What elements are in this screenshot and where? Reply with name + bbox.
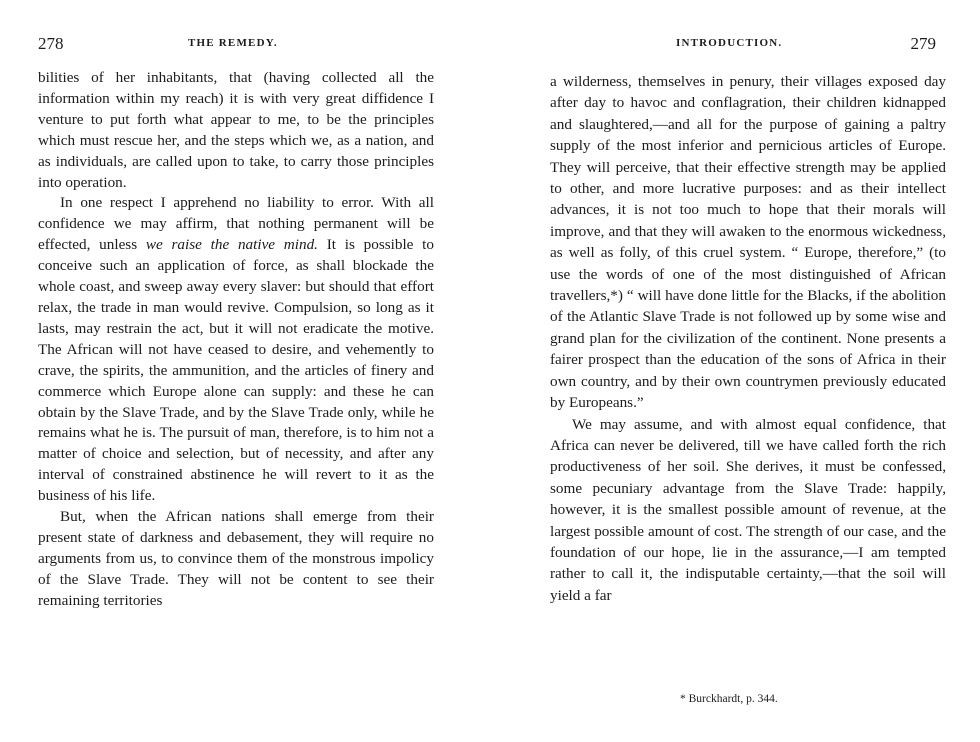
left-page-body	[38, 68, 434, 612]
left-page-number: 278	[38, 34, 64, 53]
left-page-header	[38, 34, 434, 56]
left-paragraph-2-part-1: In one respect I apprehend no liability to error. With all confidence we may affirm, that nothing permanent will be effected, unless	[38, 194, 434, 254]
left-page	[38, 0, 434, 742]
emphasis-raise-native-mind: we raise the native mind.	[145, 236, 318, 254]
right-paragraph-1: a wilderness, themselves in penury, their villages exposed day after day to havoc and conflagration, their children kidnapped and slaughtered,—and all for the purpose of gaining a paltry supply of the most inferior and pernicious articles of Europe. They will perceive, that their effective strength may be applied to other, and more lucrative purposes: and as their intellect advances, it is not too much to hope that their morals will improve, and that they will awaken to the enormous wickedness, as well as folly, of this cruel system. “ Europe, therefore,” (to use the words of one of the most distinguished of African travellers,*) “ will have done little for the Blacks, if the abolition of the Atlantic Slave Trade is not followed up by some wise and grand plan for the civilization of the continent. None presents a fairer prospect than the education of the sons of Africa in their own country, and by their own countrymen previously educated by Europeans.”	[550, 73, 946, 412]
right-page-number: 279	[910, 34, 936, 53]
left-running-title: THE REMEDY.	[188, 37, 278, 49]
left-paragraph-1: bilities of her inhabitants, that (having collected all the information within my reach) it is with very great diffidence I venture to put forth what appear to me, to be the principles which must rescue her, and the steps which we, as a nation, and as individuals, are called upon to take, to carry those principles into operation.	[38, 69, 434, 191]
left-paragraph-2	[38, 193, 434, 507]
left-paragraph-2-part-2: It is possible to conceive such an application of force, as shall blockade the whole coast, and sweep away every slaver: but should that effort relax, the trade in man would revive. Compulsion, so long as it lasts, may restrain the act, but it will not eradicate the motive. The African will not have ceased to desire, and vehemently to crave, the spirits, the ammunition, and the articles of finery and commerce which Europe alone can supply: and these he can obtain by the Slave Trade, and by the Slave Trade only, while he remains what he is. The pursuit of man, therefore, is to him not a matter of choice and selection, but of necessity, and after any interval of constrained abstinence he will revert to it as the business of his life.	[38, 236, 434, 505]
right-paragraph-2: We may assume, and with almost equal confidence, that Africa can never be delivered, till we have called forth the rich productiveness of her soil. She derives, it must be confessed, some pecuniary advantage from the Slave Trade: happily, however, it is the smallest possible amount of revenue, at the largest possible amount of cost. The strength of our case, and the foundation of our hope, lie in the assurance,—I am tempted rather to call it, the indisputable certainty,—that the soil will yield a far	[550, 415, 946, 604]
left-paragraph-3: But, when the African nations shall emerge from their present state of darkness and debasement, they will require no arguments from us, to convince them of the monstrous impolicy of the Slave Trade. They will not be content to see their remaining territories	[38, 508, 434, 609]
right-running-title: INTRODUCTION.	[676, 37, 783, 49]
right-page	[550, 0, 946, 742]
right-page-body	[550, 71, 946, 606]
footnote: * Burckhardt, p. 344.	[680, 693, 778, 705]
right-page-header	[550, 34, 946, 56]
